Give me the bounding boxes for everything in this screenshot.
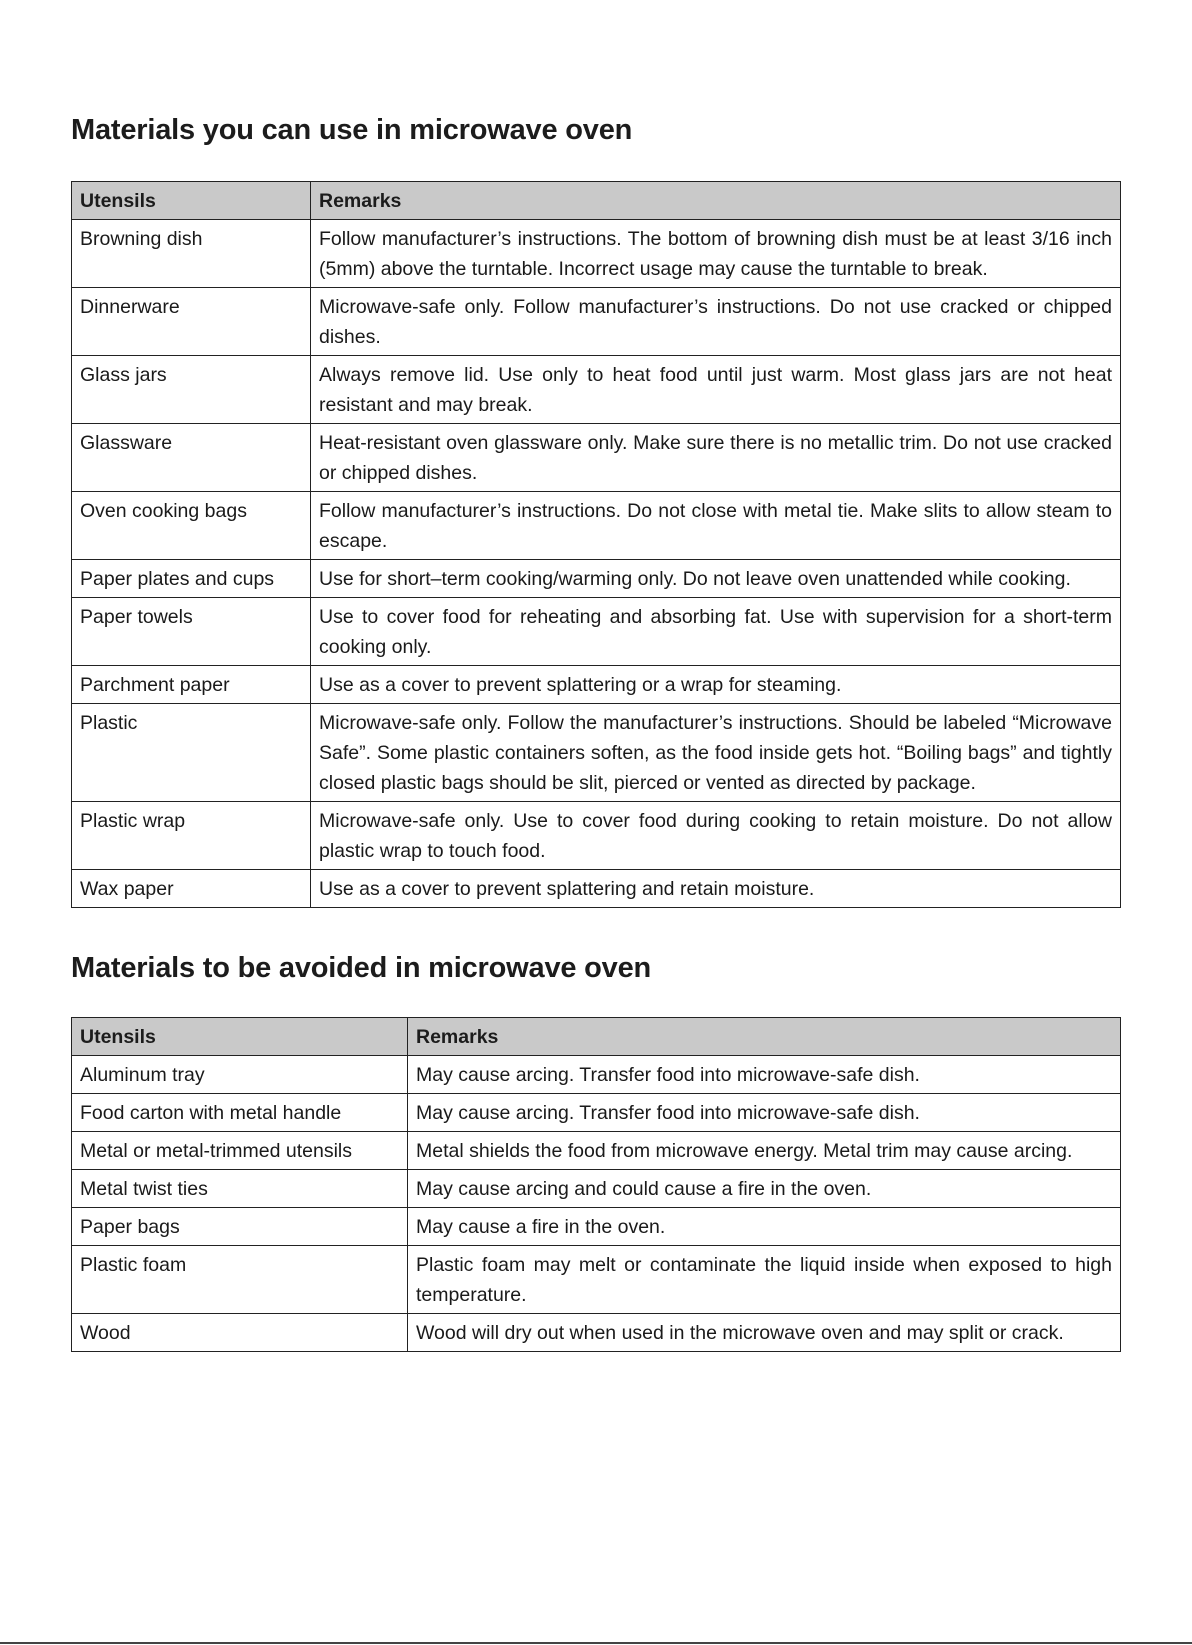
table-row xyxy=(72,1314,1121,1352)
table-row xyxy=(72,424,1121,492)
remarks-cell: Microwave-safe only. Use to cover food during cooking to retain moisture. Do not allow plastic wrap to touch food. xyxy=(311,802,1121,870)
avoided-materials-table xyxy=(71,1017,1121,1352)
column-header-utensils: Utensils xyxy=(72,182,311,220)
column-header-remarks: Remarks xyxy=(408,1018,1121,1056)
table-row xyxy=(72,356,1121,424)
utensil-cell: Metal or metal-trimmed utensils xyxy=(72,1132,408,1170)
remarks-cell: May cause arcing. Transfer food into microwave-safe dish. xyxy=(408,1094,1121,1132)
table-row xyxy=(72,1056,1121,1094)
utensil-cell: Paper towels xyxy=(72,598,311,666)
utensil-cell: Dinnerware xyxy=(72,288,311,356)
usable-materials-table-body xyxy=(72,220,1121,908)
table-row xyxy=(72,704,1121,802)
remarks-cell: Use as a cover to prevent splattering or a wrap for steaming. xyxy=(311,666,1121,704)
table-row xyxy=(72,1132,1121,1170)
utensil-cell: Plastic foam xyxy=(72,1246,408,1314)
remarks-cell: May cause arcing and could cause a fire in the oven. xyxy=(408,1170,1121,1208)
remarks-cell: Metal shields the food from microwave energy. Metal trim may cause arcing. xyxy=(408,1132,1121,1170)
table-row xyxy=(72,288,1121,356)
section-title-usable-materials: Materials you can use in microwave oven xyxy=(71,114,633,146)
utensil-cell: Paper bags xyxy=(72,1208,408,1246)
section-title-avoided-materials: Materials to be avoided in microwave oven xyxy=(71,952,652,984)
remarks-cell: Use for short–term cooking/warming only. Do not leave oven unattended while cooking. xyxy=(311,560,1121,598)
remarks-cell: Use as a cover to prevent splattering and retain moisture. xyxy=(311,870,1121,908)
table-row xyxy=(72,666,1121,704)
remarks-cell: Heat-resistant oven glassware only. Make sure there is no metallic trim. Do not use cracked or chipped dishes. xyxy=(311,424,1121,492)
table-row xyxy=(72,1246,1121,1314)
remarks-cell: Wood will dry out when used in the microwave oven and may split or crack. xyxy=(408,1314,1121,1352)
utensil-cell: Wax paper xyxy=(72,870,311,908)
table-row xyxy=(72,220,1121,288)
column-header-remarks: Remarks xyxy=(311,182,1121,220)
utensil-cell: Plastic xyxy=(72,704,311,802)
table-header-row xyxy=(72,182,1121,220)
page-bottom-divider xyxy=(0,1642,1192,1644)
table-row xyxy=(72,560,1121,598)
table-row xyxy=(72,802,1121,870)
avoided-materials-table-body xyxy=(72,1056,1121,1352)
utensil-cell: Metal twist ties xyxy=(72,1170,408,1208)
utensil-cell: Oven cooking bags xyxy=(72,492,311,560)
utensil-cell: Glassware xyxy=(72,424,311,492)
utensil-cell: Wood xyxy=(72,1314,408,1352)
remarks-cell: Microwave-safe only. Follow manufacturer’s instructions. Do not use cracked or chipped dishes. xyxy=(311,288,1121,356)
utensil-cell: Aluminum tray xyxy=(72,1056,408,1094)
utensil-cell: Glass jars xyxy=(72,356,311,424)
column-header-utensils: Utensils xyxy=(72,1018,408,1056)
utensil-cell: Plastic wrap xyxy=(72,802,311,870)
usable-materials-table xyxy=(71,181,1121,908)
remarks-cell: Follow manufacturer’s instructions. Do not close with metal tie. Make slits to allow steam to escape. xyxy=(311,492,1121,560)
remarks-cell: May cause arcing. Transfer food into microwave-safe dish. xyxy=(408,1056,1121,1094)
table-row xyxy=(72,1170,1121,1208)
remarks-cell: Plastic foam may melt or contaminate the liquid inside when exposed to high temperature. xyxy=(408,1246,1121,1314)
table-row xyxy=(72,1094,1121,1132)
remarks-cell: Use to cover food for reheating and absorbing fat. Use with supervision for a short-term cooking only. xyxy=(311,598,1121,666)
utensil-cell: Parchment paper xyxy=(72,666,311,704)
utensil-cell: Paper plates and cups xyxy=(72,560,311,598)
utensil-cell: Food carton with metal handle xyxy=(72,1094,408,1132)
table-row xyxy=(72,598,1121,666)
table-row xyxy=(72,870,1121,908)
table-row xyxy=(72,1208,1121,1246)
utensil-cell: Browning dish xyxy=(72,220,311,288)
remarks-cell: May cause a fire in the oven. xyxy=(408,1208,1121,1246)
remarks-cell: Microwave-safe only. Follow the manufacturer’s instructions. Should be labeled “Microwave Safe”. Some plastic containers soften, as the food inside gets hot. “Boiling bags” and tightly closed plastic bags should be slit, pierced or vented as directed by package. xyxy=(311,704,1121,802)
table-header-row xyxy=(72,1018,1121,1056)
table-row xyxy=(72,492,1121,560)
remarks-cell: Always remove lid. Use only to heat food until just warm. Most glass jars are not heat resistant and may break. xyxy=(311,356,1121,424)
remarks-cell: Follow manufacturer’s instructions. The bottom of browning dish must be at least 3/16 inch (5mm) above the turntable. Incorrect usage may cause the turntable to break. xyxy=(311,220,1121,288)
